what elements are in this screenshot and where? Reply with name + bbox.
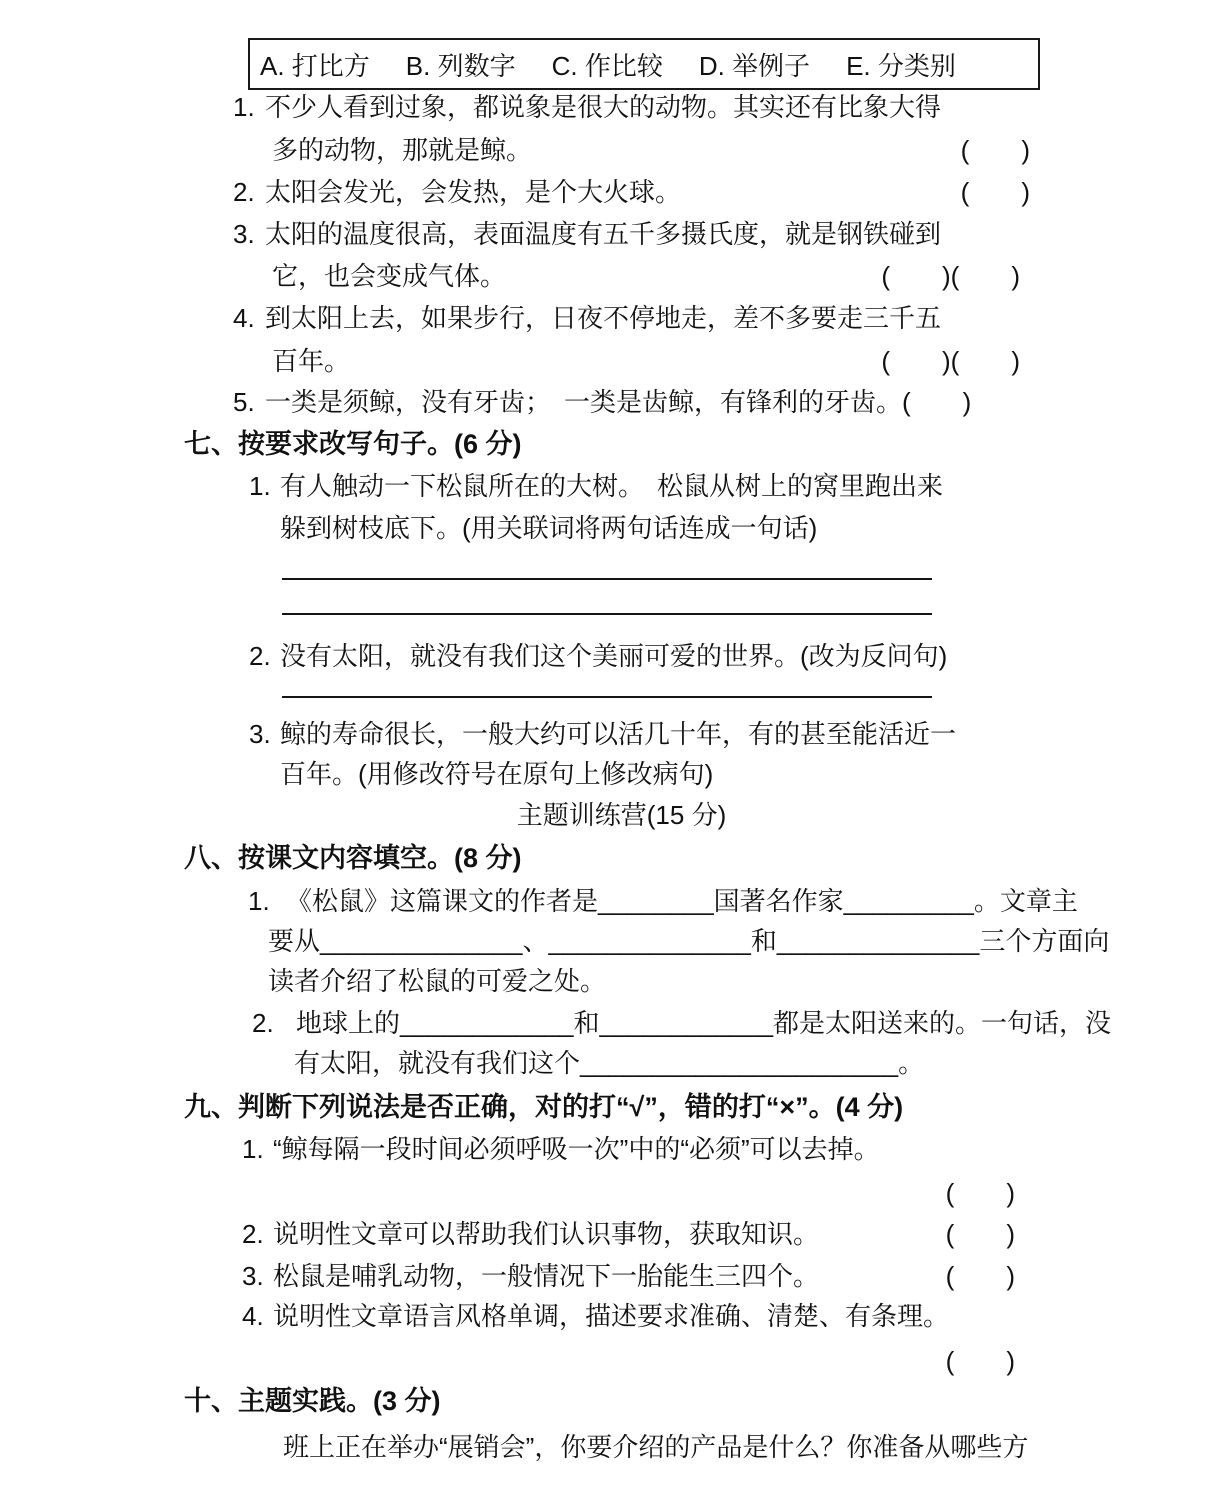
item-number: 3. bbox=[233, 219, 255, 249]
item-number: 3. bbox=[242, 1261, 264, 1291]
item-text: 说明性文章语言风格单调，描述要求准确、清楚、有条理。 bbox=[273, 1301, 950, 1331]
section-10-heading bbox=[0, 1384, 1219, 1418]
item-text: 地球上的____________和____________都是太阳送来的。一句话，没 bbox=[296, 1008, 1112, 1038]
item-text: 说明性文章可以帮助我们认识事物，获取知识。 bbox=[273, 1219, 820, 1249]
q7-item-1-line-1 bbox=[0, 469, 1219, 503]
option-b: B. 列数字 bbox=[405, 50, 516, 81]
item-number: 4. bbox=[233, 303, 255, 333]
q10-body-line bbox=[0, 1430, 1219, 1464]
q8-item-2-line-2 bbox=[0, 1046, 1219, 1080]
section-9-heading bbox=[0, 1090, 1219, 1124]
item-text: 到太阳上去，如果步行，日夜不停地走，差不多要走三千五 bbox=[265, 303, 942, 333]
method-options-box bbox=[248, 38, 1040, 90]
option-d: D. 举例子 bbox=[698, 50, 811, 81]
answer-parens: ( )( ) bbox=[881, 346, 1020, 376]
q6-item-4-line-1 bbox=[0, 301, 1219, 335]
item-text: 有太阳，就没有我们这个______________________。 bbox=[294, 1048, 925, 1078]
q8-item-1-line-1 bbox=[0, 884, 1219, 918]
item-text: 一类是须鲸，没有牙齿； 一类是齿鲸，有锋利的牙齿。( ) bbox=[265, 387, 972, 417]
theme-training-banner: 主题训练营(15 分) bbox=[516, 800, 727, 830]
q6-item-1-line-2 bbox=[0, 133, 1219, 167]
item-text: 《松鼠》这篇课文的作者是________国著名作家_________。文章主 bbox=[286, 886, 1078, 916]
q6-item-5 bbox=[0, 385, 1219, 419]
heading-text: 七、按要求改写句子。(6 分) bbox=[184, 429, 522, 459]
q8-item-2-line-1 bbox=[0, 1006, 1219, 1040]
section-8-heading bbox=[0, 841, 1219, 875]
item-number: 2. bbox=[242, 1219, 264, 1249]
answer-write-line bbox=[282, 696, 932, 698]
item-number: 2. bbox=[252, 1008, 274, 1038]
item-text: 它，也会变成气体。 bbox=[272, 261, 507, 291]
item-text: “鲸每隔一段时间必须呼吸一次”中的“必须”可以去掉。 bbox=[273, 1134, 880, 1164]
item-text: 要从______________、______________和______________三个方面向 bbox=[268, 926, 1110, 956]
item-number: 4. bbox=[242, 1301, 264, 1331]
answer-write-line bbox=[282, 578, 932, 580]
item-number: 2. bbox=[233, 177, 255, 207]
q9-item-1-parens-line bbox=[0, 1176, 1219, 1210]
item-text: 没有太阳，就没有我们这个美丽可爱的世界。(改为反问句) bbox=[280, 641, 948, 671]
q9-item-4 bbox=[0, 1299, 1219, 1333]
answer-parens: ( ) bbox=[945, 1261, 1015, 1291]
q9-item-3 bbox=[0, 1259, 1219, 1293]
q7-item-3-line-1 bbox=[0, 717, 1219, 751]
option-a: A. 打比方 bbox=[260, 50, 370, 81]
answer-parens: ( ) bbox=[945, 1178, 1015, 1208]
item-number: 1. bbox=[242, 1134, 264, 1164]
item-number: 2. bbox=[249, 641, 271, 671]
q9-item-1 bbox=[0, 1132, 1219, 1166]
item-text: 不少人看到过象，都说象是很大的动物。其实还有比象大得 bbox=[265, 92, 942, 122]
heading-text: 十、主题实践。(3 分) bbox=[184, 1386, 441, 1416]
answer-parens: ( ) bbox=[945, 1219, 1015, 1249]
q8-item-1-line-2 bbox=[0, 924, 1219, 958]
option-c: C. 作比较 bbox=[551, 50, 663, 81]
item-text: 多的动物，那就是鲸。 bbox=[272, 135, 533, 165]
answer-parens: ( ) bbox=[945, 1346, 1015, 1376]
answer-parens: ( ) bbox=[960, 177, 1030, 207]
item-number: 5. bbox=[233, 387, 255, 417]
item-text: 百年。 bbox=[272, 346, 351, 376]
q9-item-4-parens-line bbox=[0, 1344, 1219, 1378]
q6-item-4-line-2 bbox=[0, 344, 1219, 378]
q7-item-2 bbox=[0, 639, 1219, 673]
q7-item-3-line-2 bbox=[0, 757, 1219, 791]
heading-text: 八、按课文内容填空。(8 分) bbox=[184, 843, 522, 873]
q9-item-2 bbox=[0, 1217, 1219, 1251]
q6-item-2 bbox=[0, 175, 1219, 209]
answer-parens: ( )( ) bbox=[881, 261, 1020, 291]
section-7-heading bbox=[0, 427, 1219, 461]
heading-text: 九、判断下列说法是否正确，对的打“√”，错的打“×”。(4 分) bbox=[184, 1092, 904, 1122]
answer-write-line bbox=[282, 613, 932, 615]
q6-item-3-line-2 bbox=[0, 259, 1219, 293]
option-e: E. 分类别 bbox=[846, 50, 956, 81]
item-text: 有人触动一下松鼠所在的大树。 松鼠从树上的窝里跑出来 bbox=[280, 471, 944, 501]
item-number: 1. bbox=[233, 92, 255, 122]
q8-item-1-line-3 bbox=[0, 964, 1219, 998]
item-text: 太阳的温度很高，表面温度有五千多摄氏度，就是钢铁碰到 bbox=[265, 219, 942, 249]
item-number: 1. bbox=[249, 471, 271, 501]
item-text: 百年。(用修改符号在原句上修改病句) bbox=[280, 759, 714, 789]
item-text: 躲到树枝底下。(用关联词将两句话连成一句话) bbox=[280, 513, 818, 543]
q6-item-1-line-1 bbox=[0, 90, 1219, 124]
q7-item-1-line-2 bbox=[0, 511, 1219, 545]
item-text: 太阳会发光，会发热，是个大火球。 bbox=[265, 177, 682, 207]
body-text: 班上正在举办“展销会”，你要介绍的产品是什么？你准备从哪些方 bbox=[283, 1432, 1029, 1462]
item-text: 读者介绍了松鼠的可爱之处。 bbox=[268, 966, 607, 996]
item-text: 松鼠是哺乳动物，一般情况下一胎能生三四个。 bbox=[273, 1261, 820, 1291]
item-number: 1. bbox=[248, 886, 270, 916]
item-text: 鲸的寿命很长，一般大约可以活几十年，有的甚至能活近一 bbox=[280, 719, 957, 749]
q6-item-3-line-1 bbox=[0, 217, 1219, 251]
answer-parens: ( ) bbox=[960, 135, 1030, 165]
item-number: 3. bbox=[249, 719, 271, 749]
